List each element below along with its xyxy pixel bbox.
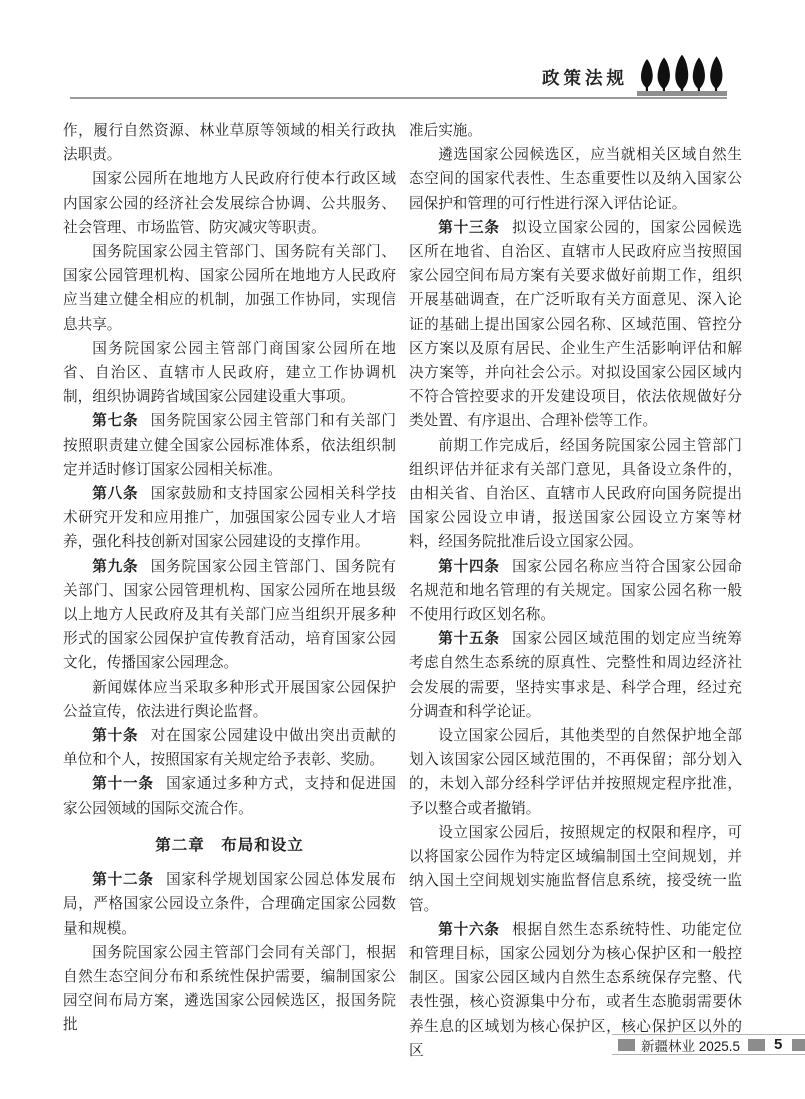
column-left: [63, 119, 396, 1063]
paragraph: 国家公园所在地地方人民政府行使本行政区域内国家公园的经济社会发展综合协调、公共服务、社会管理、市场监管、防灾减灾等职责。: [63, 171, 396, 236]
article-number: 第八条: [92, 486, 139, 503]
page-header: [70, 50, 727, 99]
article-paragraph: 第十四条 国家公园名称应当符合国家公园命名规范和地名管理的有关规定。国家公园名称一般不使用行政区划名称。: [409, 558, 742, 624]
paragraph: 国务院国家公园主管部门商国家公园所在地省、自治区、直辖市人民政府，建立工作协调机制，组织协调跨省域国家公园建设重大事项。: [63, 340, 396, 406]
paragraph: 新闻媒体应当采取多种形式开展国家公园保护公益宣传，依法进行舆论监督。: [63, 679, 396, 720]
article-number: 第十三条: [438, 219, 500, 236]
article-number: 第十条: [92, 728, 139, 745]
article-paragraph: 第八条 国家鼓励和支持国家公园相关科学技术研究开发和应用推广，加强国家公园专业人才培养，强化科技创新对国家公园建设的支撑作用。: [63, 486, 396, 551]
article-paragraph: 第九条 国务院国家公园主管部门、国务院有关部门、国家公园管理机构、国家公园所在地县级以上地方人民政府及其有关部门应当组织开展多种形式的国家公园保护宣传教育活动，培育国家公园文化，传播国家公园理念。: [63, 558, 396, 672]
article-paragraph: 第十二条 国家科学规划国家公园总体发展布局，严格国家公园设立条件，合理确定国家公园数量和规模。: [63, 872, 396, 937]
article-paragraph: 第十一条 国家通过多种方式，支持和促进国家公园领域的国际交流合作。: [63, 776, 396, 817]
footer-bar: [792, 1039, 805, 1051]
article-paragraph: 第十五条 国家公园区域范围的划定应当统筹考虑自然生态系统的原真性、完整性和周边经济社会发展的需要，坚持实事求是、科学合理，经过充分调查和科学论证。: [409, 631, 742, 720]
trees-underline-bar: [637, 91, 727, 96]
paragraph: 设立国家公园后，按照规定的权限和程序，可以将国家公园作为特定区域编制国土空间规划，并纳入国土空间规划实施监督信息系统，接受统一监管。: [409, 824, 742, 914]
article-number: 第九条: [92, 558, 139, 575]
paragraph: 设立国家公园后，其他类型的自然保护地全部划入该国家公园区域范围的，不再保留；部分划入的，未划入部分经科学评估并按照规定程序批准，予以整合或者撤销。: [409, 728, 742, 817]
journal-label: 新疆林业 2025.5: [641, 1038, 741, 1054]
footer-square-icon: [618, 1039, 635, 1051]
page-footer: [612, 1034, 805, 1055]
article-body: [63, 119, 742, 1063]
paragraph: 作，履行自然资源、林业草原等领域的相关行政执法职责。: [63, 123, 396, 164]
column-right: [409, 119, 742, 1063]
article-number: 第十四条: [438, 558, 500, 575]
paragraph: 前期工作完成后，经国务院国家公园主管部门组织评估并征求有关部门意见，具备设立条件的，由相关省、自治区、直辖市人民政府向国务院提出国家公园设立申请，报送国家公园设立方案等材料，经国务院批准后设立国家公园。: [409, 437, 742, 551]
paragraph: 准后实施。: [409, 123, 482, 139]
trees-icon: [637, 54, 727, 96]
article-number: 第十六条: [438, 921, 500, 938]
article-number: 第十五条: [438, 631, 500, 648]
section-title: 政策法规: [542, 68, 628, 88]
article-number: 第七条: [92, 413, 139, 430]
article-paragraph: 第十条 对在国家公园建设中做出突出贡献的单位和个人，按照国家有关规定给予表彰、奖励。: [63, 728, 396, 769]
article-number: 第十一条: [92, 776, 154, 793]
article-number: 第十二条: [92, 872, 154, 889]
header-right-group: [542, 54, 727, 97]
article-paragraph: 第七条 国务院国家公园主管部门和有关部门按照职责建立健全国家公园标准体系，依法组织制定并适时修订国家公园相关标准。: [63, 413, 396, 478]
paragraph: 遴选国家公园候选区，应当就相关区域自然生态空间的国家代表性、生态重要性以及纳入国家公园保护和管理的可行性进行深入评估论证。: [409, 147, 742, 212]
article-paragraph: 第十三条 拟设立国家公园的，国家公园候选区所在地省、自治区、直辖市人民政府应当按照国家公园空间布局方案有关要求做好前期工作，组织开展基础调查，在广泛听取有关方面意见、深入论证的基础上提出国家公园名称、区域范围、管控分区方案以及原有居民、企业生产生活影响评估和解决方案等，并向社会公示。对拟设国家公园区域内不符合管控要求的开发建设项目，依法依规做好分类处置、有序退出、合理补偿等工作。: [409, 219, 742, 430]
article-paragraph: 第十六条 根据自然生态系统特性、功能定位和管理目标，国家公园划分为核心保护区和一般控制区。国家公园区域内自然生态系统保存完整、代表性强，核心资源集中分布，或者生态脆弱需要休养生息的区域划为核心保护区，核心保护区以外的区: [409, 921, 742, 1059]
footer-square-icon: [748, 1039, 765, 1051]
page-number: 5: [774, 1036, 783, 1053]
chapter-heading: 第二章 布局和设立: [155, 836, 304, 854]
paragraph: 国务院国家公园主管部门会同有关部门，根据自然生态空间分布和系统性保护需要，编制国家公园空间布局方案，遴选国家公园候选区，报国务院批: [63, 944, 396, 1034]
paragraph: 国务院国家公园主管部门、国务院有关部门、国家公园管理机构、国家公园所在地地方人民政府应当建立健全相应的机制，加强工作协同，实现信息共享。: [63, 244, 396, 333]
